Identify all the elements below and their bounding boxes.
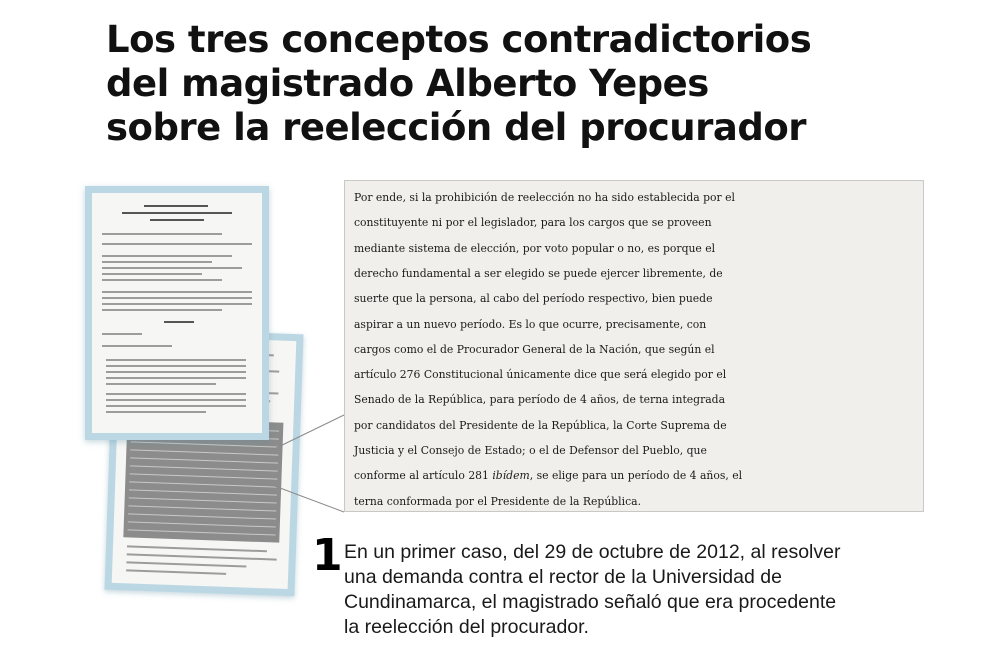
caption-line: Cundinamarca, el magistrado señaló que era procedente [344, 591, 837, 613]
quote-emphasis: ibídem [492, 469, 530, 483]
quote-line: Justicia y el Consejo de Estado; o el de Defensor del Pueblo, que [354, 444, 707, 457]
quote-line-last: terna conformada por el Presidente de la República. [354, 494, 642, 508]
headline-line-2: del magistrado Alberto Yepes [106, 62, 709, 105]
quote-line: artículo 276 Constitucional únicamente dice que será elegido por el [354, 368, 727, 382]
quoted-excerpt [344, 180, 924, 512]
quote-line: cargos como el de Procurador General de la Nación, que según el [354, 342, 715, 356]
quote-line: por candidatos del Presidente de la República, la Corte Suprema de [354, 418, 727, 432]
item-number: 1 [312, 530, 343, 581]
item-caption [344, 540, 904, 640]
caption-line: la reelección del procurador. [344, 616, 589, 638]
quote-line: Por ende, si la prohibición de reelección no ha sido establecida por el [354, 191, 735, 204]
headline-line-1: Los tres conceptos contradictorios [106, 18, 812, 61]
quote-line: suerte que la persona, al cabo del período respectivo, bien puede [354, 292, 713, 306]
caption-line: una demanda contra el rector de la Universidad de [344, 566, 782, 588]
headline-line-3: sobre la reelección del procurador [106, 106, 807, 149]
quote-line: derecho fundamental a ser elegido se puede ejercer libremente, de [354, 266, 723, 280]
quote-line: conforme al artículo 281 ibídem, se elige para un período de 4 años, el [354, 469, 743, 483]
quote-line: aspirar a un nuevo período. Es lo que ocurre, precisamente, con [354, 317, 707, 331]
quote-line: constituyente ni por el legislador, para los cargos que se proveen [354, 216, 712, 230]
quote-line: mediante sistema de elección, por voto popular o no, es porque el [354, 241, 716, 255]
quote-line: Senado de la República, para período de 4 años, de terna integrada [354, 393, 726, 407]
caption-line: En un primer caso, del 29 de octubre de 2012, al resolver [344, 541, 841, 563]
